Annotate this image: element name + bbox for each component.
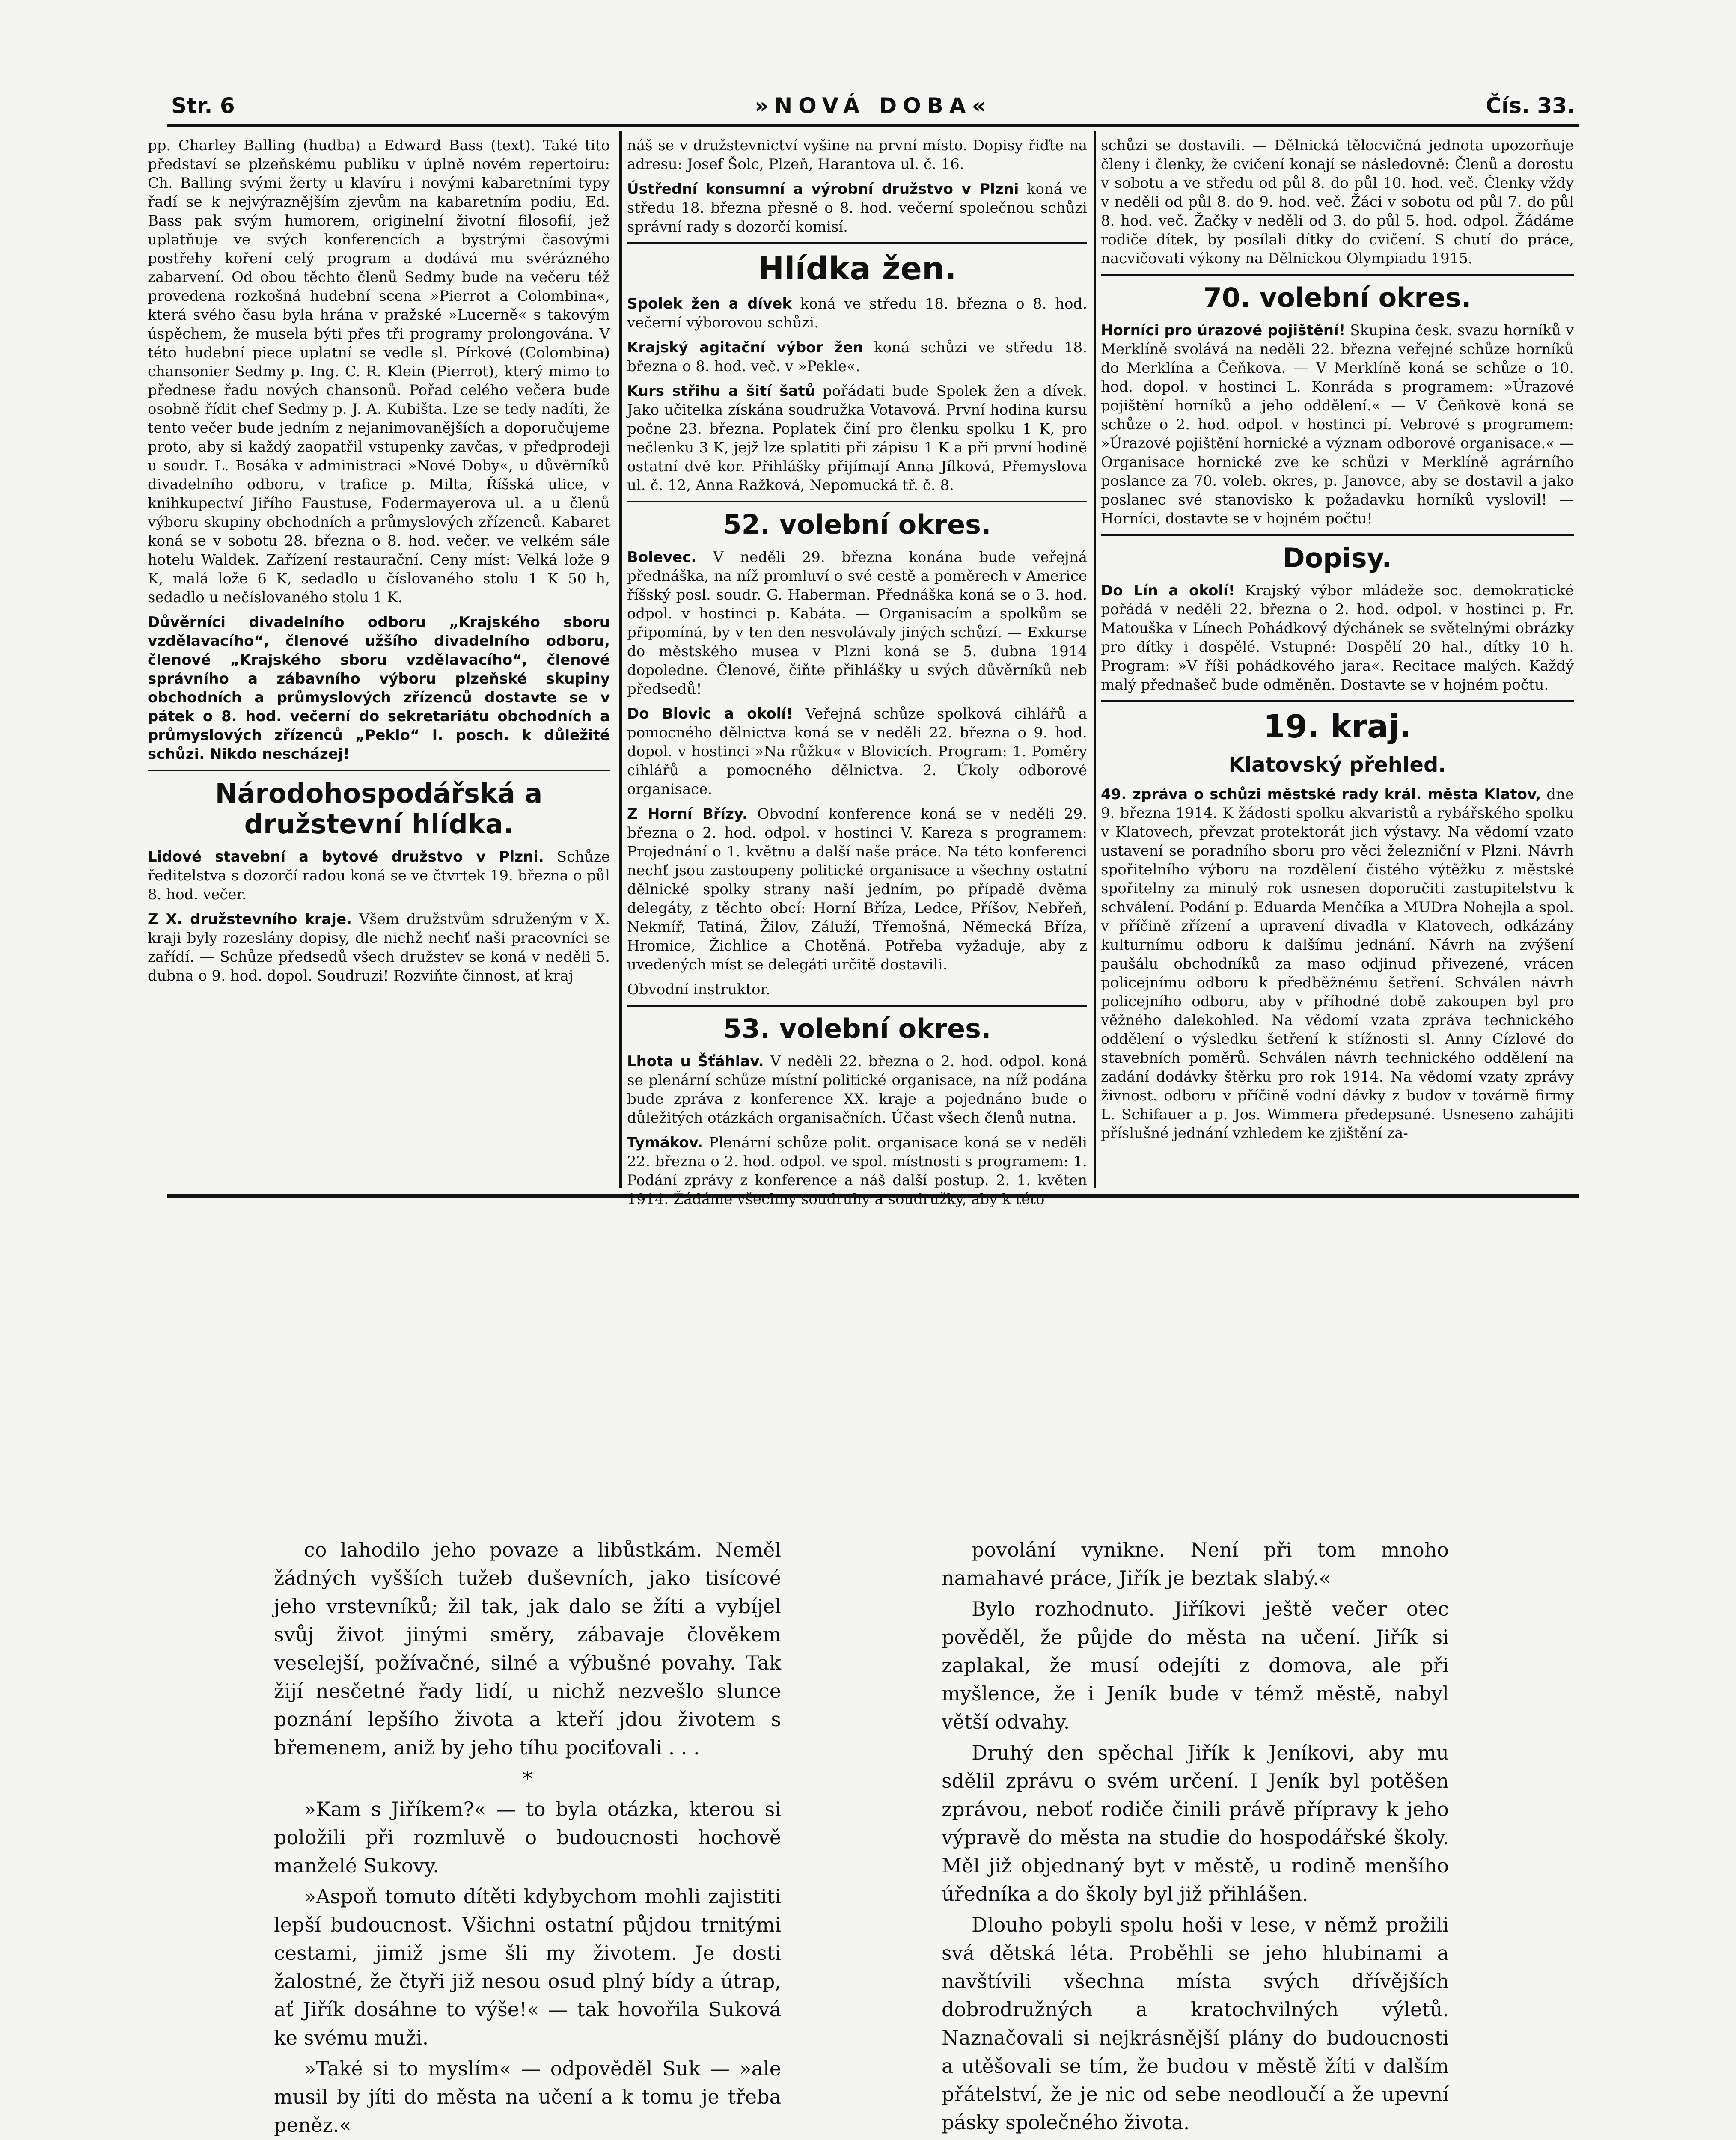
item-text: koná schůzi ve středu 18. března o 8. hod. več. v »Pekle«. <box>627 339 1087 375</box>
divider <box>627 501 1087 502</box>
section-heading-70-okres: 70. volební okres. <box>1203 282 1471 313</box>
item-kicker: Z X. družstevního kraje. <box>148 911 352 928</box>
story-paragraph: »Aspoň tomuto dítěti kdybychom mohli zajistiti lepší budoucnost. Všichni ostatní půjdou trnitými cestami, jimiž jsme šli my životem. Je dosti žalostné, že čtyři již nesou osud plný bídy a útrap, ať Jiřík dosáhne to výše!« — tak hovořila Suková ke svému muži. <box>274 1885 781 2049</box>
section-heading-hlidka-zen: Hlídka žen. <box>758 250 957 287</box>
item-text: V neděli 22. března o 2. hod. odpol. koná se plenární schůze místní politické organisace, na níž podána bude zpráva z konference XX. kraje a pojednáno bude o důležitých otázkách organisačních. Účast všech členů nutna. <box>627 1053 1087 1126</box>
divider <box>148 770 610 771</box>
issue-label: Čís. 33. <box>1486 93 1575 118</box>
divider <box>627 1005 1087 1007</box>
item-spolek-zen <box>627 294 1087 332</box>
story-paragraph: Bylo rozhodnuto. Jiříkovi ještě večer otec pověděl, že půjde do města na učení. Jiřík si zaplakal, že musí odejíti z domova, ale při myšlence, že i Jeník bude v témž městě, nabyl větší odvahy. <box>942 1597 1449 1733</box>
item-kicker: Do Lín a okolí! <box>1101 582 1235 599</box>
page-label: Str. 6 <box>171 93 235 118</box>
story-paragraph: »Také si to myslím« — odpověděl Suk — »ale musil by jíti do města na učení a k tomu je třeba peněz.« <box>274 2057 781 2137</box>
item-text: koná ve středu 18. března přesně o 8. hod. večerní společnou schůzi správní rady s dozorčí komisí. <box>627 181 1087 235</box>
story-left <box>274 1536 781 2140</box>
item-text: Veřejná schůze spolková cihlářů a pomocného dělnictva koná se v neděli 22. března o 9. hod. dopol. v hostinci »Na růžku« v Blovicích. Program: 1. Poměry cihlářů a pomocného dělnictva. 2. Úkoly odborové organisace. <box>627 705 1087 798</box>
item-kicker: Bolevec. <box>627 549 697 566</box>
column-3 <box>1101 136 1574 1189</box>
section-heading-19-kraj: 19. kraj. <box>1263 708 1412 745</box>
item-tymakov <box>627 1133 1087 1209</box>
divider <box>1101 274 1574 276</box>
story-right <box>942 1536 1449 2140</box>
signature: Obvodní instruktor. <box>627 981 770 998</box>
item-kicker: Kurs střihu a šití šatů <box>627 383 815 400</box>
divider <box>1101 534 1574 536</box>
item-kicker: Lhota u Šťáhlav. <box>627 1053 764 1070</box>
item-text: Krajský výbor mládeže soc. demokratické pořádá v neděli 22. března o 2. hod. odpol. v hostinci p. Fr. Matouška v Línech Pohádkový dýchánek se světelnými obrázky pro dítky i dospělé. Vstupné: Dospělí 20 hal., dítky 10 h. Program: »V říši pohádkového jara«. Recitace malých. Každý malý přednašeč bude odměněn. Dostavte se v hojném počtu. <box>1101 582 1574 693</box>
section-heading-dopisy: Dopisy. <box>1283 542 1392 574</box>
story-paragraph: »Kam s Jiříkem?« — to byla otázka, kterou si položili při rozmluvě o budoucnosti hochově manželé Sukovy. <box>274 1798 781 1877</box>
item-kicker: Tymákov. <box>627 1134 703 1151</box>
story-paragraph: Dlouho pobyli spolu hoši v lese, v němž prožili svá dětská léta. Proběhli se jeho hlubinami a navštívili všechna místa svých dřívějších dobrodružných a kratochvilných výletů. Naznačovali si nejkrásnější plány do budoucnosti a utěšovali se tím, že budou v městě žíti v dalším přátelství, že je nic od sebe neodloučí a že upevní pásky společného života. <box>942 1913 1449 2134</box>
item-horni-briza <box>627 805 1087 974</box>
item-text: Všem družstvům sdruženým v X. kraji byly rozeslány dopisy, dle nichž nechť naši pracovníci se zařídí. — Schůze předsedů všech družstev se koná v neděli 5. dubna o 9. hod. dopol. Soudruzi! Rozviňte činnost, ať kraj <box>148 911 610 984</box>
item-continuation: náš se v družstevnictví vyšine na první místo. Dopisy řiďte na adresu: Josef Šolc, Plzeň, Harantova ul. č. 16. <box>627 137 1087 173</box>
item-kicker: Spolek žen a dívek <box>627 295 792 312</box>
item-text: Plenární schůze polit. organisace koná se v neděli 22. března o 2. hod. odpol. ve spol. místnosti s programem: 1. Podání zprávy z konference a náš další postup. 2. 1. květen 1914. Žádáme všechny soudruhy a soudružky, aby k této <box>627 1134 1088 1208</box>
divider <box>627 242 1087 244</box>
item-text: Schůze ředitelstva s dozorčí radou koná se ve čtvrtek 19. března o půl 8. hod. večer. <box>148 848 610 903</box>
item-text: Obvodní konference koná se v neděli 29. března o 2. hod. odpol. v hostinci V. Kareza s programem: Projednání o 1. květnu a další naše práce. Na této konferenci nechť jsou zastoupeny politické organisace a všechny ostatní dělnické spolky strany naší jedním, po případě dvěma delegáty, z těchto obcí: Horní Bříza, Ledce, Příšov, Nebřeň, Nekmíř, Tatiná, Žilov, Záluží, Třemošná, Německá Bříza, Hromice, Žichlice a Chotěná. Potřeba vyžaduje, aby z uvedených míst se delegáti určitě dostavili. <box>627 805 1087 973</box>
item-kurs-strihu <box>627 382 1087 495</box>
item-hornici <box>1101 321 1574 528</box>
story-paragraph: povolání vynikne. Není při tom mnoho namahavé práce, Jiřík je beztak slabý.« <box>942 1538 1449 1590</box>
divider <box>1101 700 1574 702</box>
header-rule <box>167 124 1579 127</box>
section-heading-narodohospodarska: Národohospodářská a družstevní hlídka. <box>215 778 543 840</box>
item-text: Skupina česk. svazu horníků v Merklíně svolává na neděli 22. března veřejné schůze horníků do Merklína a Čeňkova. — V Merklíně koná se schůze o 10. hod. dopol. v hostinci L. Konráda s programem: »Úrazové pojištění horníků a jeho oddělení.« — V Čeňkově koná se schůze o 2. hod. odpol. v hostinci pí. Vebrové s programem: »Úrazové pojištění hornické a význam odborové organisace.« — Organisace hornické zve ke schůzi v Merklíně agrárního poslance za 70. voleb. okres, p. Janovce, aby se dostavil a jako poslanec své stanovisko k požadavku horníků vyslovil! — Horníci, dostavte se v hojném počtu! <box>1101 322 1574 527</box>
item-liny <box>1101 581 1574 694</box>
section-heading-klatovsky-prehled: Klatovský přehled. <box>1228 753 1446 777</box>
item-kicker: Horníci pro úrazové pojištění! <box>1101 322 1346 339</box>
item-agitacni-vybor <box>627 338 1087 376</box>
column-1 <box>148 136 610 1189</box>
item-text: pořádati bude Spolek žen a dívek. Jako učitelka získána soudružka Votavová. První hodina kursu počne 23. března. Poplatek činí pro členku spolku 1 K, pro nečlenku 3 K, jejž lze splatiti při zápisu 1 K a při první hodině ostatní dvě kor. Přihlášky přijímají Anna Jílková, Přemyslova ul. č. 12, Anna Ražková, Nepomucká tř. č. 8. <box>627 383 1088 494</box>
section-break-star: * <box>523 1767 532 1790</box>
item-konsum <box>627 180 1087 236</box>
story-paragraph: co lahodilo jeho povaze a libůstkám. Neměl žádných vyšších tužeb duševních, jako tisícové jeho vrstevníků; žil tak, jak dalo se žíti a vybíjel svůj život jinými směry, zábavaje člověkem veselejší, požívačné, silné a výbušné povahy. Tak žijí nesčetné řady lidí, u nichž nezvešlo slunce poznání lepšího života a kteří jdou životem s břemenem, aniž by jeho tíhu pociťovali . . . <box>274 1538 781 1759</box>
item-klatovy-rada <box>1101 785 1574 1143</box>
item-bytove-druzstvo <box>148 847 610 904</box>
section-heading-52-okres: 52. volební okres. <box>723 509 991 540</box>
item-kicker: Do Blovic a okolí! <box>627 705 793 722</box>
item-bolevec <box>627 548 1087 698</box>
item-kicker: Ústřední konsumní a výrobní družstvo v Plzni <box>627 181 1019 198</box>
item-text: dne 9. března 1914. K žádosti spolku akvaristů a rybářského spolku v Klatovech, převzat protektorát jich výstavy. Na vědomí vzato ustavení se poradního sboru pro věci železniční v Plzni. Návrh spořitelního výboru na rozdělení čistého výtěžku z městské spořitelny za minulý rok usnesen doporučiti zastupitelstvu k schválení. Podání p. Eduarda Menčíka a MUDra Nohejla a spol. v příčině zřízení a upravení divadla v Klatovech, odkázány kulturnímu odboru k dalšímu jednání. Návrh na zvýšení paušálu obchodníků za maso odjinud přivezené, vrácen policejnímu odboru k předběžnému šetření. Schválen návrh policejního odboru, aby v příhodné době zakoupen byl pro věžného dalekohled. Na vědomí vzata zpráva technického oddělení o výsledku šetření k stížnosti sl. Anny Cízlové do stavebních poměrů. Schválen návrh technického oddělení na zadání dodávky štěrku pro rok 1914. Na vědomí vzaty zprávy živnost. odboru v příčině vodní dávky z budov v továrně firmy L. Schifauer a p. Jos. Wimmera předepsané. Usneseno zahájiti příslušné jednání vzhledem ke zjištění za- <box>1101 786 1574 1142</box>
item-x-kraj <box>148 910 610 985</box>
article-kabaret: pp. Charley Balling (hudba) a Edward Bass (text). Také tito představí se plzeňskému publiku v úplně novém repertoiru: Ch. Balling svými žerty u klavíru i novými kabaretními typy řadí se k nejvýraznějším zjevům na kabaretním podiu, Ed. Bass pak svým humorem, originelní životní filosofií, jež uplatňuje ve svých konferencích a bystrými časovými postřehy koření celý program a dodává mu svérázného zabarvení. Od obou těchto členů Sedmy bude na večeru též provedena rozkošná hudební scena »Pierrot a Colombina«, která svého času byla hrána v pražské »Lucerně« s takovým úspěchem, že musela býti přes tři programy prolongována. V této hudební piece uplatní se vedle sl. Pírkové (Colombina) chansonier Sedmy p. Ing. C. R. Klein (Pierrot), který mimo to přednese řadu nových chansonů. Pořad celého večera bude osobně řídit chef Sedmy p. J. A. Kubišta. Lze se tedy nadíti, že tento večer bude jedním z nejanimovanějších a doporučujeme proto, aby si každý zaopatřil vstupenky zavčas, v předprodeji u soudr. L. Bosáka v administraci »Nové Doby«, u důvěrníků divadelního odboru, v trafice p. Milta, Říšská ulice, v knihkupectví Jiřího Faustuse, Fodermayerova ul. a u členů výboru skupiny obchodních a průmyslových zřízenců. Kabaret koná se v sobotu 28. března o 8. hod. večer. ve velkém sále hotelu Waldek. Zařízení restaurační. Ceny míst: Velká lože 9 K, malá lože 6 K, sedadlo u číslovaného stolu 1 K 50 h, sedadlo u nečíslovaného stolu 1 K. <box>148 137 610 606</box>
item-kicker: Lidové stavební a bytové družstvo v Plzni. <box>148 848 544 865</box>
story-paragraph: Druhý den spěchal Jiřík k Jeníkovi, aby mu sdělil zprávu o svém určení. I Jeník byl potěšen zprávou, neboť rodiče činili právě přípravy k jeho výpravě do města na studie do hospodářské školy. Měl již objednaný byt v městě, u rodině menšího úředníka a do školy byl již přihlášen. <box>942 1741 1449 1905</box>
item-kicker: Z Horní Břízy. <box>627 805 748 823</box>
section-heading-53-okres: 53. volební okres. <box>723 1013 991 1044</box>
column-divider-2 <box>1094 131 1096 1188</box>
page-header <box>171 93 1575 123</box>
item-lhota <box>627 1052 1087 1127</box>
item-text: koná ve středu 18. března o 8. hod. večerní výborovou schůzi. <box>627 295 1088 331</box>
item-text: V neděli 29. března konána bude veřejná přednáška, na níž promluví o své cestě a poměrech v Americe říšský posl. soudr. G. Haberman. Přednáška koná se o 3. hod. odpol. v hostinci p. Kabáta. — Organisacím a spolkům se připomíná, by v ten den nesvolávaly jiných schůzí. — Exkurse do městského musea v Plzni koná se 5. dubna 1914 dopoledne. Členové, čiňte přihlášky u svých důvěrníků neb předsedů! <box>627 549 1087 698</box>
item-kicker: 49. zpráva o schůzi městské rady král. města Klatov, <box>1101 786 1541 803</box>
masthead: »NOVÁ DOBA« <box>755 93 992 118</box>
item-kicker: Krajský agitační výbor žen <box>627 339 863 356</box>
item-telocvicna-jednota: schůzi se dostavili. — Dělnická tělocvičná jednota upozorňuje členy i členky, že cvičení konají se následovně: Členů a dorostu v sobotu a ve středu od půl 8. do půl 10. hod. več. Členky vždy v neděli od půl 8. do 9. hod. več. Žáci v sobotu od půl 7. do půl 8. hod. več. Žačky v neděli od 3. do půl 5. hod. odpol. Žádáme rodiče dítek, by posílali dítky do cvičení. S chutí do práce, nacvičovati výkony na Dělnickou Olympiadu 1915. <box>1101 137 1574 267</box>
notice-divadelni-odbor: Důvěrníci divadelního odboru „Krajského sboru vzdělavacího“, členové užšího divadelního odboru, členové „Krajského sboru vzdělavacího“, členové správního a zábavního výboru plzeňské skupiny obchodních a průmyslových zřízenců dostavte se v pátek o 8. hod. večerní do sekretariátu obchodních a průmyslových zřízenců „Peklo“ I. posch. k důležité schůzi. Nikdo nescházej! <box>148 614 610 763</box>
column-divider-1 <box>619 131 622 1188</box>
item-blovice <box>627 704 1087 799</box>
column-2 <box>627 136 1088 1208</box>
